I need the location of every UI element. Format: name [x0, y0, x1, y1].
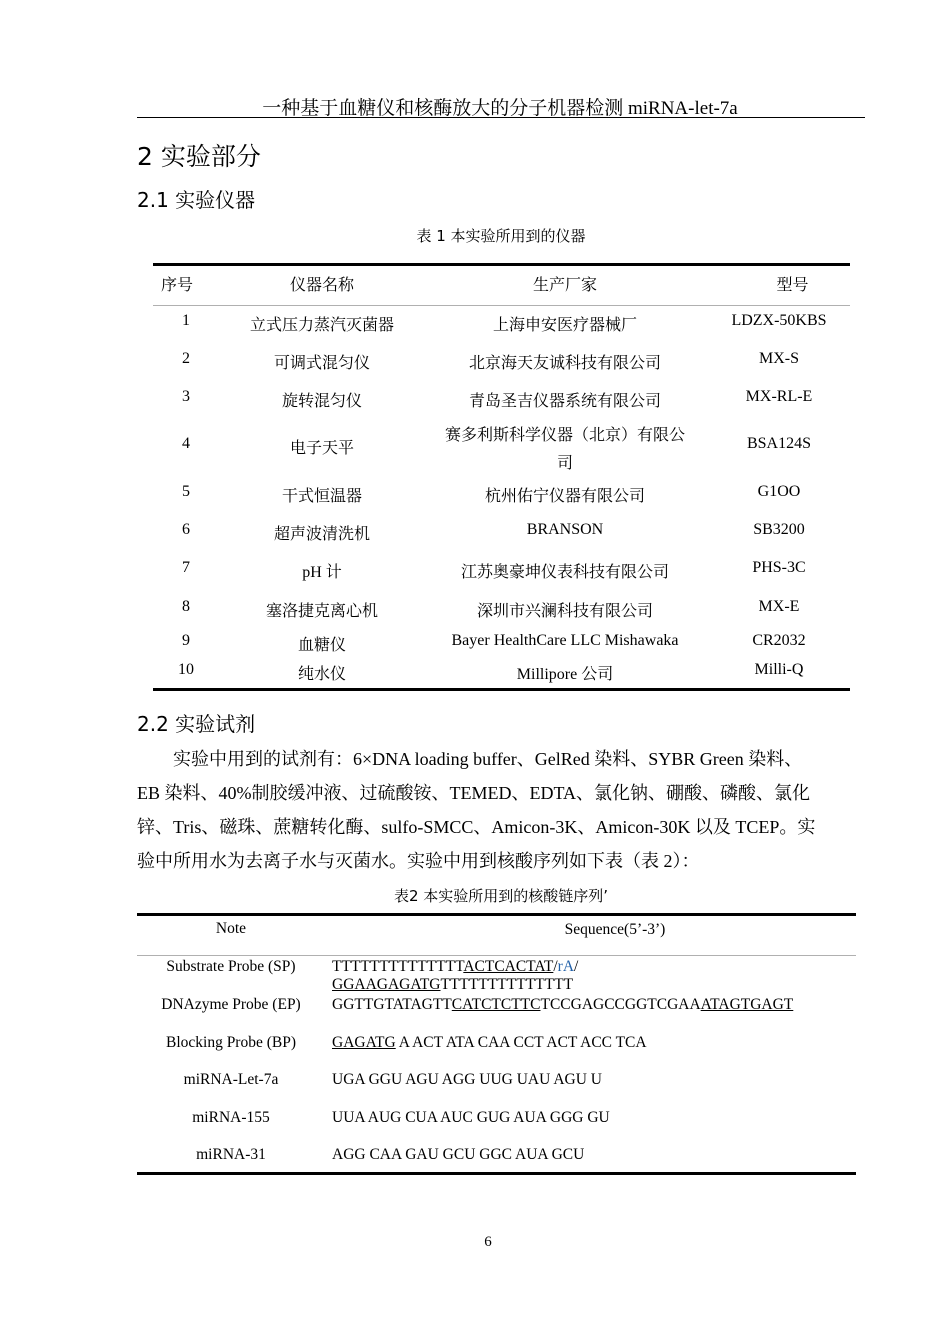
table-cell: Millipore 公司	[516, 666, 614, 683]
table-cell: BRANSON	[526, 521, 604, 538]
table1-header-name: 仪器名称	[289, 277, 354, 294]
section-2-1-title: 2.1 实验仪器	[137, 188, 256, 212]
table-cell: 杭州佑宁仪器有限公司	[484, 488, 645, 505]
table-cell: MX-S	[758, 350, 799, 367]
sequence-sp-line2	[332, 976, 573, 994]
sequence-let7a: UGA GGU AGU AGG UUG UAU AGU U	[332, 1071, 602, 1088]
table-cell: 血糖仪	[297, 637, 346, 654]
table-cell: 上海申安医疗器械厂	[492, 317, 637, 334]
table2-bottom-rule	[137, 1172, 856, 1175]
table-cell: 塞洛捷克离心机	[265, 603, 378, 620]
table-row: 5	[182, 483, 190, 500]
seq-part: TTTTTTTTTTTTTT	[440, 976, 574, 993]
table-cell: 北京海天友诚科技有限公司	[468, 355, 661, 372]
table-cell: 深圳市兴澜科技有限公司	[476, 603, 653, 620]
table-row: 7	[182, 559, 190, 576]
table-cell: 旋转混匀仪	[281, 393, 362, 410]
table-cell: MX-RL-E	[745, 388, 813, 405]
table-cell: pH 计	[302, 564, 342, 581]
table-row: 3	[182, 388, 190, 405]
table-cell: MX-E	[758, 598, 800, 615]
table1-header-model: 型号	[776, 277, 809, 294]
table-cell-wrap: 司	[556, 455, 573, 472]
seq-part: TTTTTTTTTTTTTT	[332, 958, 464, 975]
table-cell: 立式压力蒸汽灭菌器	[249, 317, 394, 334]
paragraph-line: 实验中用到的试剂有：6×DNA loading buffer、GelRed 染料、SYBR Green 染料、	[173, 749, 803, 769]
table-cell: 赛多利斯科学仪器（北京）有限公	[444, 427, 685, 444]
header-rule	[137, 117, 865, 118]
sequence-ep	[332, 996, 793, 1014]
seq-part: /	[553, 958, 558, 975]
sequence-155: UUA AUG CUA AUC GUG AUA GGG GU	[332, 1109, 610, 1126]
section-2-2-title: 2.2 实验试剂	[137, 712, 256, 736]
table-cell: Milli-Q	[754, 661, 804, 678]
paragraph-line: EB 染料、40%制胶缓冲液、过硫酸铵、TEMED、EDTA、氯化钠、硼酸、磷酸、氯化	[137, 783, 811, 803]
sequence-sp-line1	[332, 958, 578, 976]
table-row: DNAzyme Probe (EP)	[161, 996, 301, 1013]
table-row: 2	[182, 350, 190, 367]
table-row: Blocking Probe (BP)	[165, 1034, 297, 1051]
table2-header-note: Note	[215, 920, 247, 937]
table1-header-no: 序号	[160, 277, 193, 294]
sequence-31: AGG CAA GAU GCU GGC AUA GCU	[332, 1146, 585, 1163]
table-row: miRNA-31	[196, 1146, 266, 1163]
seq-underlined-part: GAGATG	[332, 1034, 396, 1051]
seq-part: TCCGAGCCGGTCGAA	[540, 996, 701, 1013]
table1-bottom-rule	[153, 688, 850, 691]
table-cell: 电子天平	[289, 440, 354, 457]
sequence-bp	[332, 1034, 647, 1052]
table-row: 9	[182, 632, 190, 649]
table-cell: G1OO	[757, 483, 801, 500]
table2-top-rule	[137, 913, 856, 916]
seq-underlined-part: GGAAGAGATG	[332, 976, 441, 993]
table-cell: BSA124S	[746, 435, 812, 452]
table2-caption: 表2 本实验所用到的核酸链序列’	[393, 887, 609, 905]
seq-part: GGTTGTATAGTT	[332, 996, 452, 1013]
paragraph-line: 锌、Tris、磁珠、蔗糖转化酶、sulfo-SMCC、Amicon-3K、Amicon-30K 以及 TCEP。实	[137, 817, 816, 837]
table-cell: 干式恒温器	[281, 488, 362, 505]
table-row: 8	[182, 598, 190, 615]
running-header: 一种基于血糖仪和核酶放大的分子机器检测 miRNA-let-7a	[262, 98, 738, 119]
paragraph-line: 验中所用水为去离子水与灭菌水。实验中用到核酸序列如下表（表 2）：	[137, 851, 700, 871]
table-row: 4	[182, 435, 190, 452]
table-cell: 青岛圣吉仪器系统有限公司	[468, 393, 661, 410]
table-row: 1	[182, 312, 190, 329]
table-cell: 可调式混匀仪	[273, 355, 370, 372]
seq-underlined-part: ATAGTGAGT	[700, 996, 794, 1013]
table-cell: CR2032	[752, 632, 806, 649]
table-row: miRNA-Let-7a	[183, 1071, 279, 1088]
table-cell: 纯水仪	[297, 666, 346, 683]
seq-underlined-part: ACTCACTAT	[463, 958, 554, 975]
seq-part: A ACT ATA CAA CCT ACT ACC TCA	[395, 1034, 647, 1051]
table2-header-rule	[137, 955, 856, 956]
page-number: 6	[484, 1234, 492, 1250]
table-row: 10	[178, 661, 194, 678]
table2-header-sequence: Sequence(5’-3’)	[564, 921, 666, 938]
table-cell: 超声波清洗机	[273, 526, 370, 543]
seq-underlined-part: CATCTCTTC	[451, 996, 541, 1013]
table-cell: Bayer HealthCare LLC Mishawaka	[451, 632, 679, 649]
table-row: Substrate Probe (SP)	[166, 958, 296, 975]
table1-caption: 表 1 本实验所用到的仪器	[416, 227, 586, 245]
table-cell: LDZX-50KBS	[731, 312, 827, 329]
table-row: miRNA-155	[192, 1109, 270, 1126]
table-cell: PHS-3C	[752, 559, 806, 576]
table1-header-rule	[153, 305, 850, 306]
section-2-title: 2 实验部分	[137, 142, 261, 171]
seq-ribo-part: rA	[557, 958, 575, 975]
table1-header-maker: 生产厂家	[532, 277, 597, 294]
table-cell: SB3200	[753, 521, 805, 538]
seq-part: /	[574, 958, 579, 975]
table-row: 6	[182, 521, 190, 538]
table-cell: 江苏奥豪坤仪表科技有限公司	[460, 564, 669, 581]
table1-top-rule	[153, 263, 850, 266]
